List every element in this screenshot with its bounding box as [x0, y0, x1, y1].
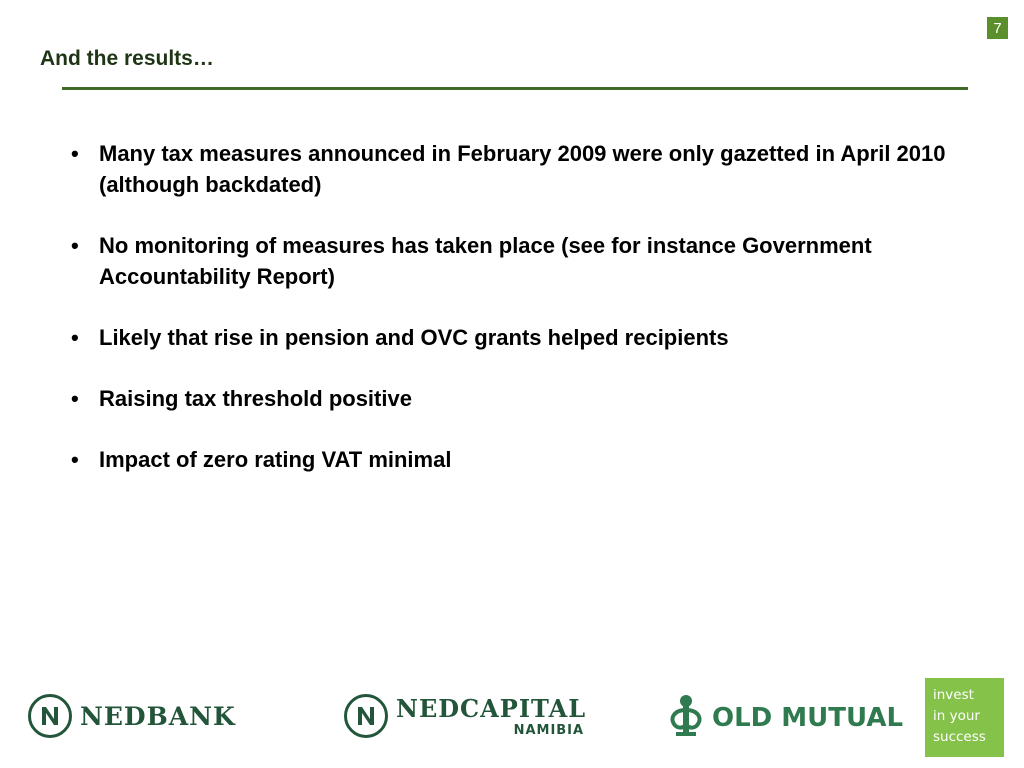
nedcapital-logo-icon — [344, 694, 388, 738]
tagline-box — [925, 678, 1004, 757]
bullet-dot-icon: • — [71, 386, 79, 411]
bullet-text: Many tax measures announced in February 2009 were only gazetted in April 2010 (although backdated) — [99, 141, 946, 197]
bullet-item — [71, 383, 951, 414]
title-divider — [62, 87, 968, 90]
nedcapital-wordmark: NEDCAPITAL — [396, 693, 587, 723]
bullet-dot-icon: • — [71, 447, 79, 472]
bullet-item — [71, 138, 951, 200]
page-title: And the results… — [40, 47, 214, 70]
tagline-line: success — [933, 729, 986, 745]
bullet-dot-icon: • — [71, 141, 79, 166]
old-mutual-logo — [666, 692, 903, 743]
bullet-text: Likely that rise in pension and OVC grants helped recipients — [99, 325, 729, 350]
bullet-item — [71, 444, 951, 475]
bullet-dot-icon: • — [71, 233, 79, 258]
nedcapital-subtitle: NAMIBIA — [513, 722, 585, 738]
nedcapital-logo — [344, 694, 586, 738]
bullet-list — [71, 138, 951, 505]
slide-number: 7 — [987, 17, 1008, 39]
tagline-line: in your — [933, 708, 980, 724]
tagline-line: invest — [933, 687, 974, 703]
bullet-dot-icon: • — [71, 325, 79, 350]
old-mutual-wordmark: OLD MUTUAL — [712, 702, 904, 733]
nedbank-wordmark: NEDBANK — [80, 701, 236, 731]
bullet-item — [71, 322, 951, 353]
bullet-item — [71, 230, 951, 292]
nedbank-logo — [28, 694, 236, 738]
bullet-text: Raising tax threshold positive — [99, 386, 412, 411]
bullet-text: Impact of zero rating VAT minimal — [99, 447, 452, 472]
bullet-text: No monitoring of measures has taken place (see for instance Government Accountability Report) — [99, 233, 872, 289]
nedbank-logo-icon — [28, 694, 72, 738]
old-mutual-logo-icon — [666, 692, 706, 743]
